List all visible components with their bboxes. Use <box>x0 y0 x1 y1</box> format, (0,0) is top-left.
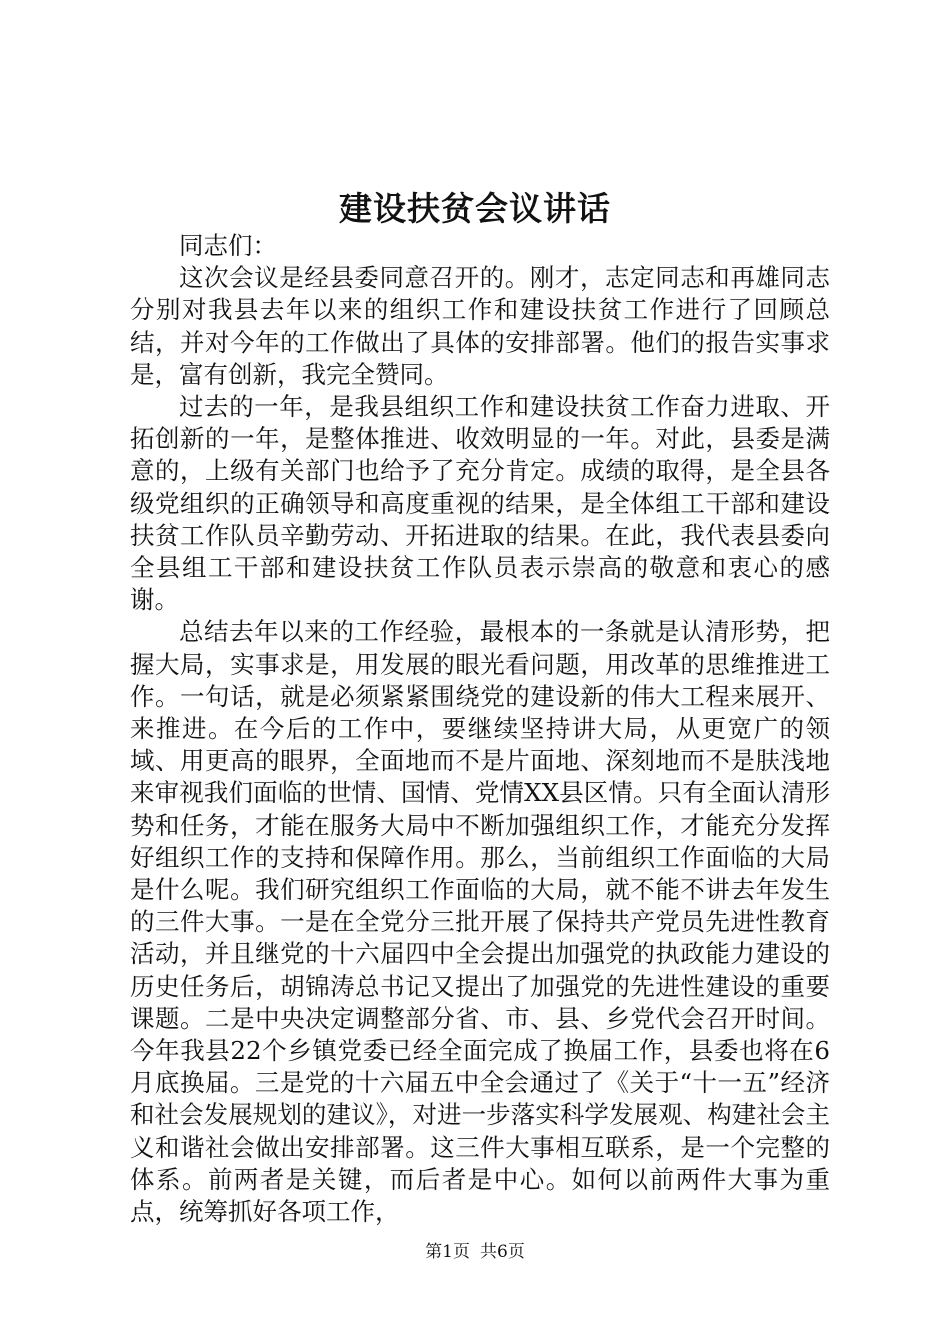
paragraph-1: 这次会议是经县委同意召开的。刚才，志定同志和再雄同志分别对我县去年以来的组织工作和建设扶贫工作进行了回顾总结，并对今年的工作做出了具体的安排部署。他们的报告实事求是，富有创新，我完全赞同。 <box>130 263 830 389</box>
paragraph-2: 过去的一年，是我县组织工作和建设扶贫工作奋力进取、开拓创新的一年，是整体推进、收效明显的一年。对此，县委是满意的，上级有关部门也给予了充分肯定。成绩的取得，是全县各级党组织的正确领导和高度重视的结果，是全体组工干部和建设扶贫工作队员辛勤劳动、开拓进取的结果。在此，我代表县委向全县组工干部和建设扶贫工作队员表示崇高的敬意和衷心的感谢。 <box>130 392 830 615</box>
page-number: 第1页 <box>425 1242 470 1262</box>
page-footer <box>0 1240 950 1264</box>
salutation: 同志们： <box>179 231 277 260</box>
document-title: 建设扶贫会议讲话 <box>339 189 611 228</box>
paragraph-3: 总结去年以来的工作经验，最根本的一条就是认清形势，把握大局，实事求是，用发展的眼光看问题，用改革的思维推进工作。一句话，就是必须紧紧围绕党的建设新的伟大工程来展开、来推进。在今后的工作中，要继续坚持讲大局，从更宽广的领域、用更高的眼界，全面地而不是片面地、深刻地而不是肤浅地来审视我们面临的世情、国情、党情XX县区情。只有全面认清形势和任务，才能在服务大局中不断加强组织工作，才能充分发挥好组织工作的支持和保障作用。那么，当前组织工作面临的大局是什么呢。我们研究组织工作面临的大局，就不能不讲去年发生的三件大事。一是在全党分三批开展了保持共产党员先进性教育活动，并且继党的十六届四中全会提出加强党的执政能力建设的历史任务后，胡锦涛总书记又提出了加强党的先进性建设的重要课题。二是中央决定调整部分省、市、县、乡党代会召开时间。今年我县22个乡镇党委已经全面完成了换届工作，县委也将在6月底换届。三是党的十六届五中全会通过了《关于“十一五”经济和社会发展规划的建议》，对进一步落实科学发展观、构建社会主义和谐社会做出安排部署。这三件大事相互联系，是一个完整的体系。前两者是关键，而后者是中心。如何以前两件大事为重点，统筹抓好各项工作， <box>130 617 830 1227</box>
document-body <box>130 230 830 1228</box>
page-total: 共6页 <box>480 1242 525 1262</box>
